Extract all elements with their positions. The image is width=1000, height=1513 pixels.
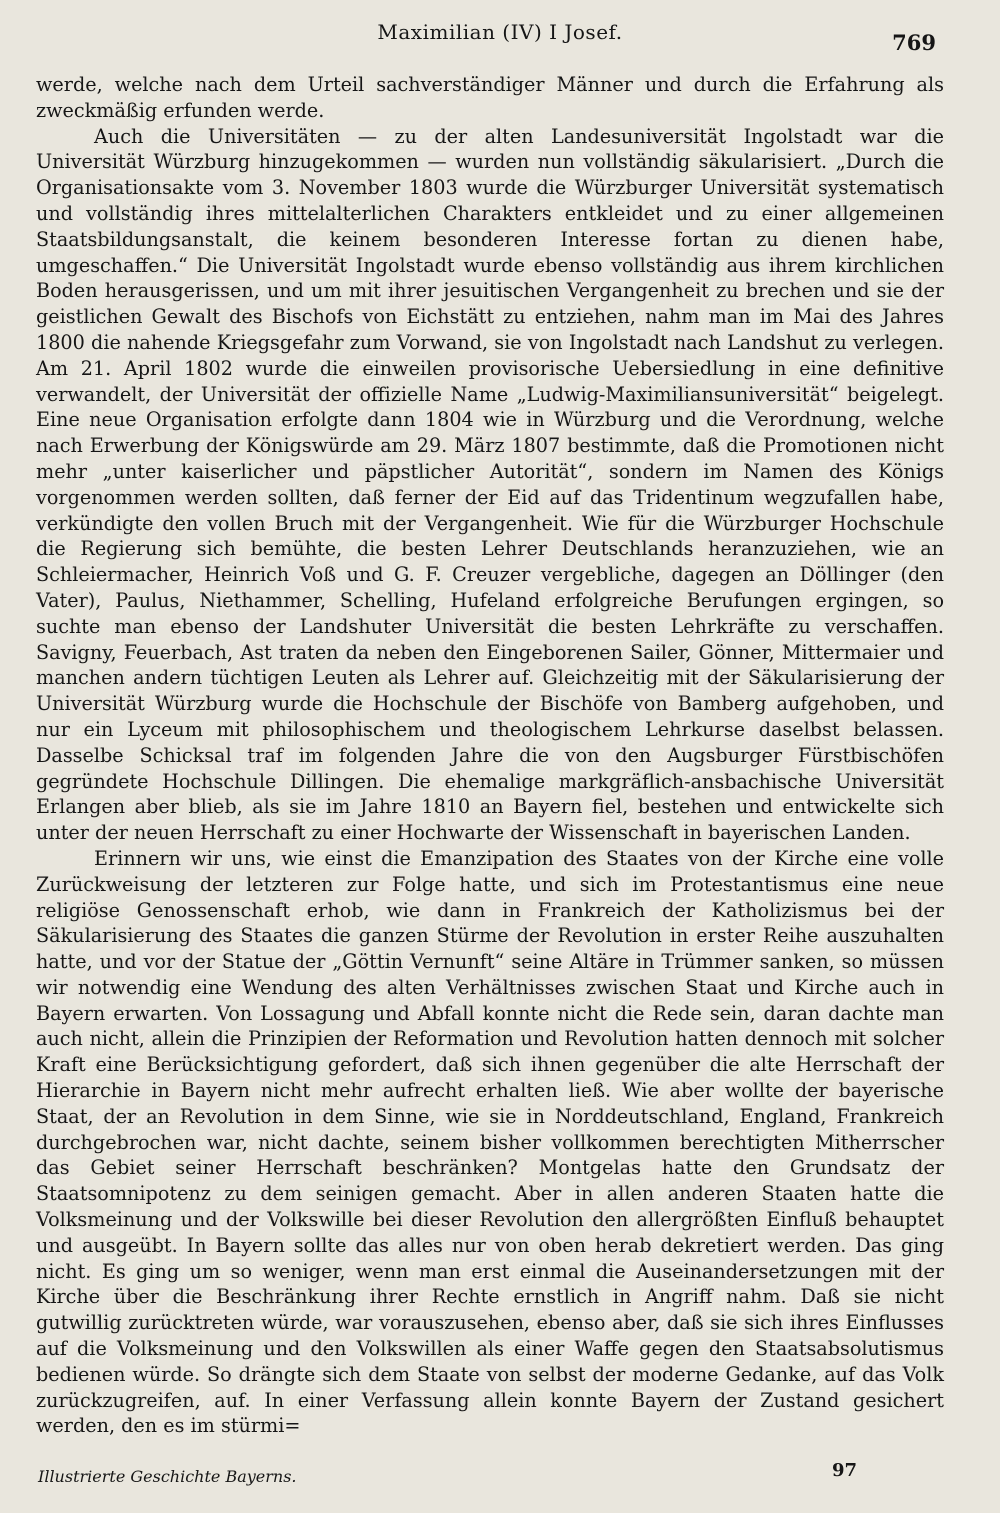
paragraph-church-state: Erinnern wir uns, wie einst die Emanzipation des Staates von der Kirche eine volle Zurückweisung der letzteren zur Folge hatte, und sich im Protestantismus eine neue religiöse Genossenschaft erhob, wie dann in Frankreich der Katholizismus bei der Säkularisierung des Staates die ganzen Stürme der Revolution in erster Reihe auszuhalten hatte, und vor der Statue der „Göttin Vernunft“ seine Altäre in Trümmer sanken, so müssen wir notwendig eine Wendung des alten Verhältnisses zwischen Staat und Kirche auch in Bayern erwarten. Von Lossagung und Abfall konnte nicht die Rede sein, daran dachte man auch nicht, allein die Prinzipien der Reformation und Revolution hatten dennoch mit solcher Kraft eine Berücksichtigung gefordert, daß sich ihnen gegenüber die alte Herrschaft der Hierarchie in Bayern nicht mehr aufrecht erhalten ließ. Wie aber wollte der bayerische Staat, der an Revolution in dem Sinne, wie sie in Norddeutschland, England, Frankreich durchgebrochen war, nicht dachte, seinem bisher vollkommen berechtigten Mitherrscher das Gebiet seiner Herrschaft beschränken? Montgelas hatte den Grundsatz der Staatsomnipotenz zu dem seinigen gemacht. Aber in allen anderen Staaten hatte die Volksmeinung und der Volkswille bei dieser Revolution den allergrößten Einfluß behauptet und ausgeübt. In Bayern sollte das alles nur von oben herab dekretiert werden. Das ging nicht. Es ging um so weniger, wenn man erst einmal die Auseinandersetzungen mit der Kirche über die Beschränkung ihrer Rechte ernstlich in Angriff nahm. Daß sie nicht gutwillig zurücktreten würde, war vorauszusehen, ebenso aber, daß sie sich ihres Einflusses auf die Volksmeinung und den Volkswillen als einer Waffe gegen den Staatsabsolutismus bedienen würde. So drängte sich dem Staate von selbst der moderne Gedanke, auf das Volk zurückzugreifen, auf. In einer Verfassung allein konnte Bayern der Zustand gesichert werden, den es im stürmi= bbox=[36, 846, 944, 1438]
footer-signature: 97 bbox=[832, 1460, 858, 1481]
page-number: 769 bbox=[892, 30, 936, 55]
paragraph-universities: Auch die Universitäten — zu der alten Landesuniversität Ingolstadt war die Universität Würzburg hinzugekommen — wurden nun vollständig säkularisiert. „Durch die Organisationsakte vom 3. November 1803 wurde die Würzburger Universität systematisch und vollständig ihres mittelalterlichen Charakters entkleidet und zu einer allgemeinen Staatsbildungsanstalt, die keinem besonderen Interesse fortan zu dienen habe, umgeschaffen.“ Die Universität Ingolstadt wurde ebenso vollständig aus ihrem kirchlichen Boden herausgerissen, und um mit ihrer jesuitischen Vergangenheit zu brechen und sie der geistlichen Gewalt des Bischofs von Eichstätt zu entziehen, nahm man im Mai des Jahres 1800 die nahende Kriegsgefahr zum Vorwand, sie von Ingolstadt nach Landshut zu verlegen. Am 21. April 1802 wurde die einweilen provisorische Uebersiedlung in eine definitive verwandelt, der Universität der offizielle Name „Ludwig-Maximiliansuniversität“ beigelegt. Eine neue Organisation erfolgte dann 1804 wie in Würzburg und die Verordnung, welche nach Erwerbung der Königswürde am 29. März 1807 bestimmte, daß die Promotionen nicht mehr „unter kaiserlicher und päpstlicher Autorität“, sondern im Namen des Königs vorgenommen werden sollten, daß ferner der Eid auf das Tridentinum wegzufallen habe, verkündigte den vollen Bruch mit der Vergangenheit. Wie für die Würzburger Hochschule die Regierung sich bemühte, die besten Lehrer Deutschlands heranzuziehen, wie an Schleiermacher, Heinrich Voß und G. F. Creuzer vergebliche, dagegen an Döllinger (den Vater), Paulus, Niethammer, Schelling, Hufeland erfolgreiche Berufungen ergingen, so suchte man ebenso der Landshuter Universität die besten Lehrkräfte zu verschaffen. Savigny, Feuerbach, Ast traten da neben den Eingeborenen Sailer, Gönner, Mittermaier und manchen andern tüchtigen Leuten als Lehrer auf. Gleichzeitig mit der Säkularisierung der Universität Würzburg wurde die Hochschule der Bischöfe von Bamberg aufgehoben, und nur ein Lyceum mit philosophischem und theologischem Lehrkurse daselbst belassen. Dasselbe Schicksal traf im folgenden Jahre die von den Augsburger Fürstbischöfen gegründete Hochschule Dillingen. Die ehemalige markgräflich-ansbachische Universität Erlangen aber blieb, als sie im Jahre 1810 an Bayern fiel, bestehen und entwickelte sich unter der neuen Herrschaft zu einer Hochwarte der Wissenschaft in bayerischen Landen. bbox=[36, 124, 944, 845]
paragraph-continued: werde, welche nach dem Urteil sachverständiger Männer und durch die Erfahrung als zweckmäßig erfunden werde. bbox=[36, 73, 944, 122]
body-text bbox=[36, 72, 944, 1439]
footer-book-title: Illustrierte Geschichte Bayerns. bbox=[38, 1467, 297, 1486]
running-head: Maximilian (IV) I Josef. bbox=[377, 20, 623, 44]
